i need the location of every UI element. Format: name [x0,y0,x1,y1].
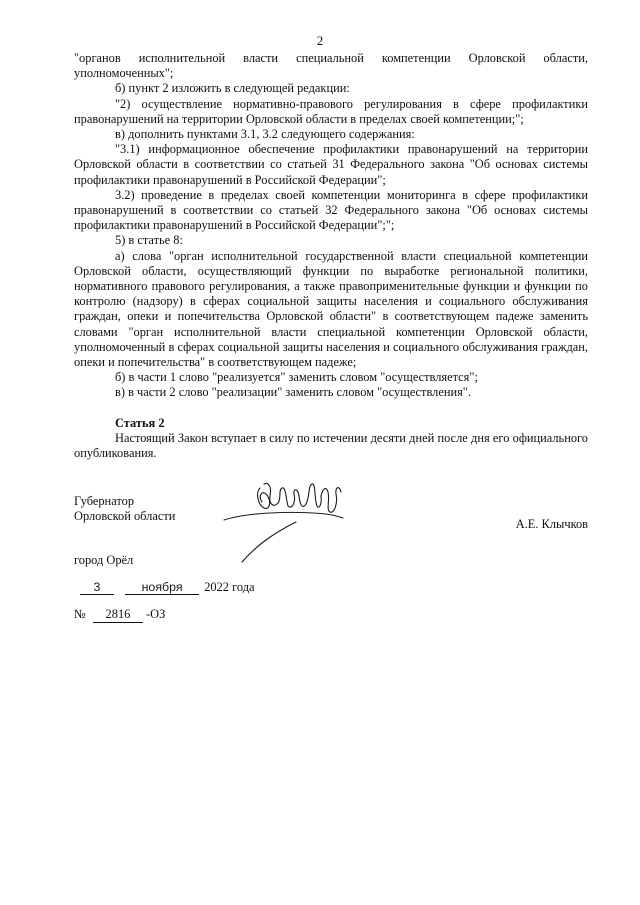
paragraph: 3.2) проведение в пределах своей компетенции мониторинга в сфере профилактики правонарушений в соответствии со статьей 32 Федерального закона "Об основах системы профилактики правонарушений в Российской Федерации";"; [74,187,588,233]
law-number [74,607,165,623]
signatory-title: Губернатор [74,494,135,508]
law-number-suffix: -ОЗ [146,607,166,621]
signatory-region: Орловской области [74,509,176,524]
law-number-prefix: № [74,607,86,621]
paragraph: "органов исполнительной власти специальной компетенции Орловской области, уполномоченных"; [74,51,588,81]
handwritten-signature [222,474,352,566]
page-number: 2 [316,33,324,48]
paragraph: в) в части 2 слово "реализации" заменить словом "осуществления". [115,385,471,400]
paragraph: б) пункт 2 изложить в следующей редакции: [115,81,350,96]
signing-date [74,580,255,595]
law-number-value: 2816 [93,607,143,623]
city-label: город Орёл [74,553,134,567]
signatory-name: А.Е. Клычков [515,517,588,531]
article-heading: Статья 2 [115,415,165,430]
date-month: ноября [125,580,199,595]
document-body [74,51,588,461]
paragraph: "2) осуществление нормативно-правового регулирования в сфере профилактики правонарушений на территории Орловской области в пределах своей компетенции;"; [74,96,588,126]
paragraph: 5) в статье 8: [115,233,183,248]
signatory-position [74,494,175,524]
date-year: 2022 года [204,580,255,594]
date-day: 3 [80,580,114,595]
paragraph: б) в части 1 слово "реализуется" заменить словом "осуществляется"; [115,370,478,385]
paragraph: а) слова "орган исполнительной государственной власти специальной компетенции Орловской области, осуществляющий функции по выработке региональной политики, нормативного правового регулирования, а также правоприменительные функции и функции по контролю (надзору) в сферах социальной защиты населения и социального обслуживания граждан, опеки и попечительства Орловской области" в соответствующем падеже заменить словами "орган исполнительной власти специальной компетенции Орловской области, уполномоченный в сферах социальной защиты населения и социального обслуживания граждан, опеки и попечительства" в соответствующем падеже; [74,248,588,370]
paragraph: в) дополнить пунктами 3.1, 3.2 следующего содержания: [115,127,415,142]
paragraph: "3.1) информационное обеспечение профилактики правонарушений на территории Орловской области в соответствии со статьей 31 Федерального закона "Об основах системы профилактики правонарушений в Российской Федерации"; [74,142,588,187]
article-text: Настоящий Закон вступает в силу по истечении десяти дней после дня его официального опубликования. [74,430,588,461]
